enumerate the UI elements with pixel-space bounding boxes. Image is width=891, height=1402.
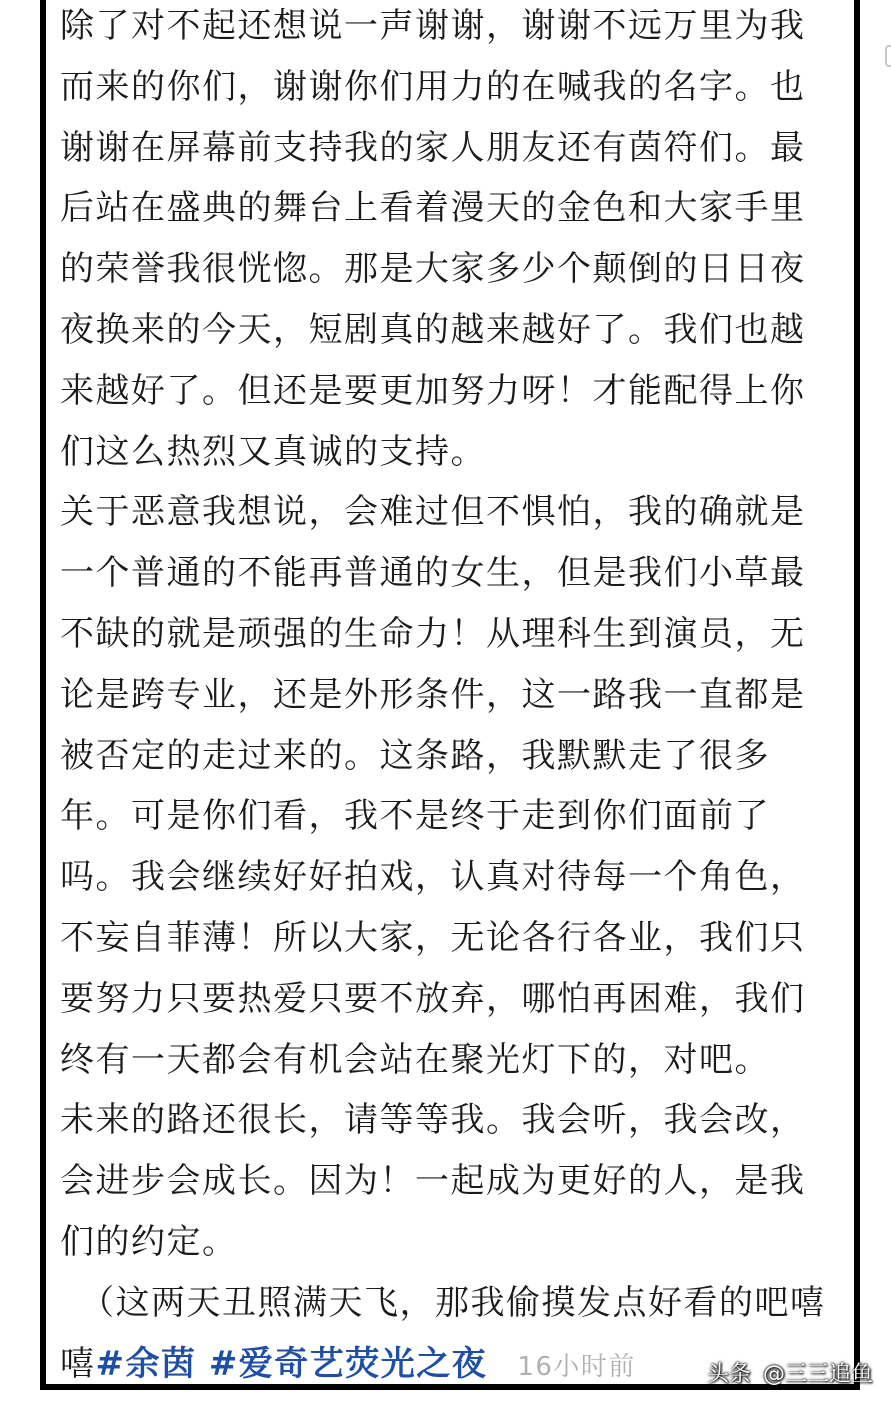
post-line: 们这么热烈又真诚的支持。 xyxy=(60,431,486,472)
post-line: 不妄自菲薄！所以大家，无论各行各业，我们只 xyxy=(60,917,806,958)
post-line: 后站在盛典的舞台上看着漫天的金色和大家手里 xyxy=(60,188,806,229)
post-line: 而来的你们，谢谢你们用力的在喊我的名字。也 xyxy=(60,66,806,107)
post-line: 终有一天都会有机会站在聚光灯下的，对吧。 xyxy=(60,1039,770,1080)
post-line: 夜换来的今天，短剧真的越来越好了。我们也越 xyxy=(60,309,806,350)
post-line: 的荣誉我很恍惚。那是大家多少个颠倒的日日夜 xyxy=(60,249,806,290)
post-timestamp: 16小时前 xyxy=(517,1351,636,1382)
post-line: 年。可是你们看，我不是终于走到你们面前了 xyxy=(60,796,770,837)
edge-handle-icon xyxy=(885,45,891,67)
post-line: 来越好了。但还是要更加努力呀！才能配得上你 xyxy=(60,370,806,411)
hashtag-link[interactable]: #爱奇艺荧光之夜 xyxy=(208,1343,488,1384)
watermark-brand: 头条 xyxy=(706,1362,751,1387)
tail-text: 嘻 xyxy=(60,1343,96,1384)
post-line: 谢谢在屏幕前支持我的家人朋友还有茵符们。最 xyxy=(60,127,806,168)
screenshot-frame xyxy=(40,0,860,1390)
post-line: 要努力只要热爱只要不放弃，哪怕再困难，我们 xyxy=(60,978,806,1019)
post-line: 吗。我会继续好好拍戏，认真对待每一个角色， xyxy=(60,857,806,898)
post-line: 会进步会成长。因为！一起成为更好的人，是我 xyxy=(60,1161,806,1202)
post-line: 不缺的就是顽强的生命力！从理科生到演员，无 xyxy=(60,613,806,654)
post-body xyxy=(60,0,860,1390)
post-line: 未来的路还很长，请等等我。我会听，我会改， xyxy=(60,1100,806,1141)
post-line: 一个普通的不能再普通的女生，但是我们小草最 xyxy=(60,553,806,594)
post-line: 论是跨专业，还是外形条件，这一路我一直都是 xyxy=(60,674,806,715)
hashtag-link[interactable]: #余茵 xyxy=(95,1343,197,1384)
post-line: 除了对不起还想说一声谢谢，谢谢不远万里为我 xyxy=(60,6,806,46)
post-line: 被否定的走过来的。这条路，我默默走了很多 xyxy=(60,735,770,776)
watermark-handle: @三三追鱼 xyxy=(762,1362,873,1387)
aside-line: （这两天丑照满天飞，那我偷摸发点好看的吧嘻 xyxy=(80,1282,826,1323)
watermark xyxy=(707,1357,873,1388)
post-line: 关于恶意我想说，会难过但不惧怕，我的确就是 xyxy=(60,492,806,533)
post-line: 们的约定。 xyxy=(60,1221,238,1262)
